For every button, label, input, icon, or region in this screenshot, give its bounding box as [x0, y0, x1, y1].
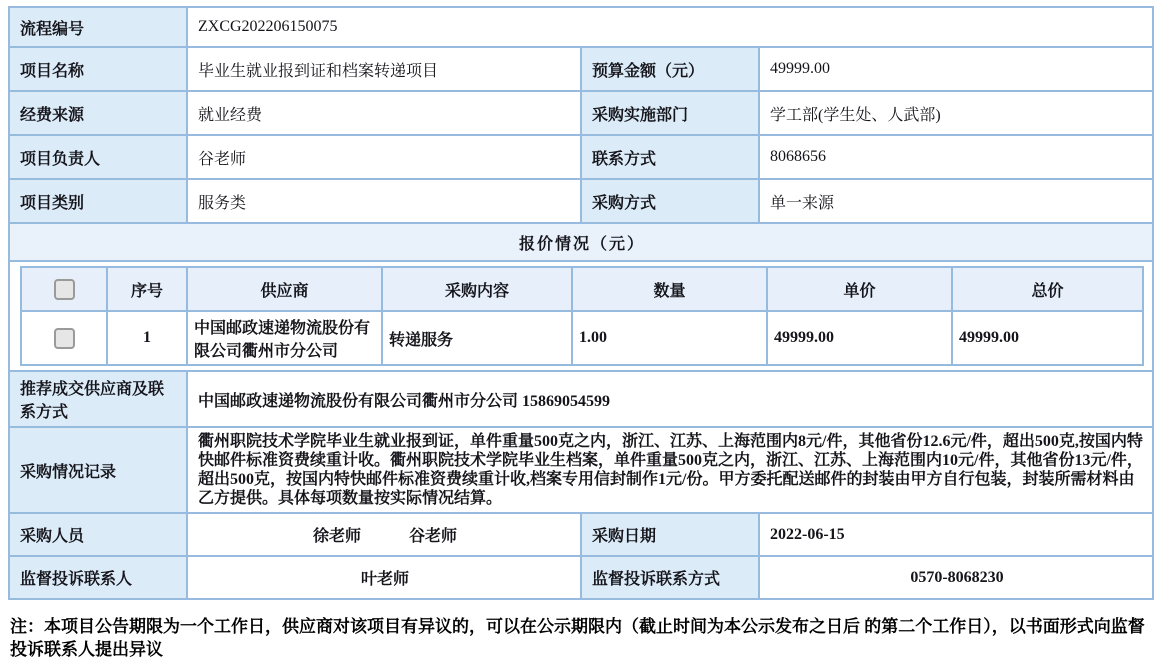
funding-label: 经费来源 [9, 91, 187, 135]
record-label: 采购情况记录 [9, 427, 187, 513]
complaint-phone-value: 0570-8068230 [759, 556, 1153, 599]
cell-qty: 1.00 [572, 311, 767, 365]
row-purchase-record [9, 427, 1153, 513]
announcement-note: 注：本项目公告期限为一个工作日，供应商对该项目有异议的，可以在公示期限内（截止时间为本公示发布之日后 的第二个工作日），以书面形式向监督投诉联系人提出异议 [10, 617, 1145, 659]
method-label: 采购方式 [581, 179, 759, 223]
quote-data-row [21, 311, 1143, 365]
cell-unit-price: 49999.00 [767, 311, 952, 365]
leader-label: 项目负责人 [9, 135, 187, 179]
process-no-label: 流程编号 [9, 7, 187, 47]
date-value: 2022-06-15 [759, 513, 1153, 556]
funding-value: 就业经费 [187, 91, 581, 135]
row-complaint-contact [9, 556, 1153, 599]
purchasers-value: 徐老师 谷老师 [187, 513, 581, 556]
budget-value: 49999.00 [759, 47, 1153, 91]
procurement-info-table [8, 6, 1154, 600]
dept-label: 采购实施部门 [581, 91, 759, 135]
row-funding-dept [9, 91, 1153, 135]
contact-value: 8068656 [759, 135, 1153, 179]
method-value: 单一来源 [759, 179, 1153, 223]
dept-value: 学工部(学生处、人武部) [759, 91, 1153, 135]
project-name-label: 项目名称 [9, 47, 187, 91]
cell-total-price: 49999.00 [952, 311, 1143, 365]
budget-label: 预算金额（元） [581, 47, 759, 91]
quote-section-title: 报价情况（元） [9, 223, 1153, 261]
row-recommended-supplier [9, 371, 1153, 427]
leader-value: 谷老师 [187, 135, 581, 179]
select-all-cell [21, 267, 107, 311]
category-value: 服务类 [187, 179, 581, 223]
category-label: 项目类别 [9, 179, 187, 223]
cell-content: 转递服务 [382, 311, 572, 365]
complaint-contact-value: 叶老师 [187, 556, 581, 599]
cell-seq: 1 [107, 311, 187, 365]
contact-label: 联系方式 [581, 135, 759, 179]
recommended-label: 推荐成交供应商及联系方式 [9, 371, 187, 427]
row-process-no [9, 7, 1153, 47]
row-project-name-budget [9, 47, 1153, 91]
quote-table [20, 266, 1144, 366]
header-qty: 数量 [572, 267, 767, 311]
date-label: 采购日期 [581, 513, 759, 556]
row-category-method [9, 179, 1153, 223]
header-unit-price: 单价 [767, 267, 952, 311]
recommended-value: 中国邮政速递物流股份有限公司衢州市分公司 15869054599 [187, 371, 1153, 427]
row-purchasers-date [9, 513, 1153, 556]
process-no-value: ZXCG202206150075 [187, 7, 1153, 47]
purchasers-label: 采购人员 [9, 513, 187, 556]
complaint-contact-label: 监督投诉联系人 [9, 556, 187, 599]
quote-table-container [9, 261, 1153, 371]
record-value: 衢州职院技术学院毕业生就业报到证，单件重量500克之内，浙江、江苏、上海范围内8元/件，其他省份12.6元/件，超出500克,按国内特快邮件标准资费续重计收。衢州职院技术学院毕业生档案，单件重量500克之内，浙江、江苏、上海范围内10元/件，其他省份13元/件，超出500克，按国内特快邮件标准资费续重计收,档案专用信封制作1元/份。甲方委托配送邮件的封装由甲方自行包装，封装所需材料由乙方提供。具体每项数量按实际情况结算。 [187, 427, 1153, 513]
row-quote-table-container [9, 261, 1153, 371]
select-all-checkbox[interactable] [54, 279, 75, 300]
row-leader-contact [9, 135, 1153, 179]
quote-header-row [21, 267, 1143, 311]
header-content: 采购内容 [382, 267, 572, 311]
header-total-price: 总价 [952, 267, 1143, 311]
complaint-phone-label: 监督投诉联系方式 [581, 556, 759, 599]
project-name-value: 毕业生就业报到证和档案转递项目 [187, 47, 581, 91]
row-select-cell [21, 311, 107, 365]
cell-supplier: 中国邮政速递物流股份有限公司衢州市分公司 [187, 311, 382, 365]
header-seq: 序号 [107, 267, 187, 311]
row-quote-section-title [9, 223, 1153, 261]
row-select-checkbox[interactable] [54, 328, 75, 349]
header-supplier: 供应商 [187, 267, 382, 311]
